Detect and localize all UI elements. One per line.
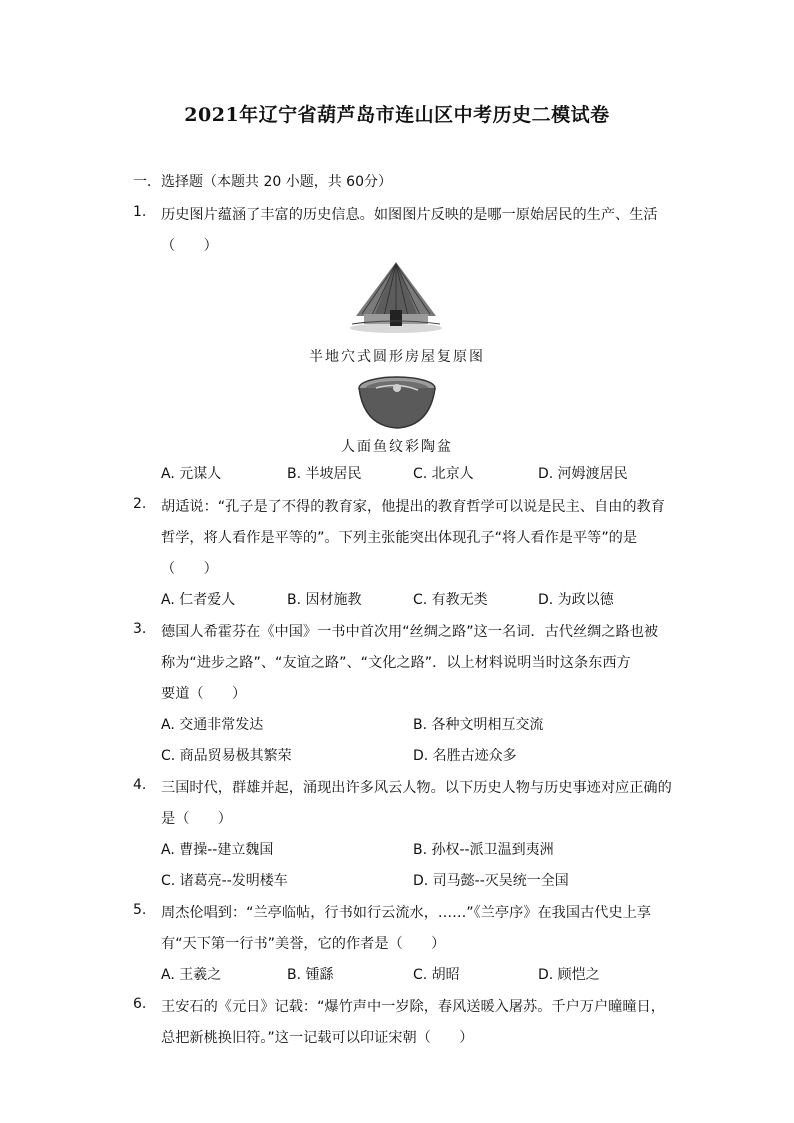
figure-caption: 半地穴式圆形房屋复原图: [309, 349, 485, 365]
option-d[interactable]: D. 名胜古迹众多: [413, 748, 517, 764]
question-number: 4.: [133, 777, 147, 793]
question-text: 三国时代，群雄并起，涌现出许多风云人物。以下历史人物与历史事迹对应正确的: [161, 780, 672, 796]
option-a[interactable]: A. 交通非常发达: [161, 717, 264, 733]
question-text: 哲学，将人看作是平等的”。下列主张能突出体现孔子“将人看作是平等”的是: [161, 530, 638, 546]
question-text: 历史图片蕴涵了丰富的历史信息。如图图片反映的是哪一原始居民的生产、生活: [161, 207, 658, 223]
question-number: 1.: [133, 204, 147, 220]
question-text: 王安石的《元日》记载：“爆竹声中一岁除，春风送暖入屠苏。千户万户曈曈日，: [161, 999, 665, 1015]
figure-caption: 人面鱼纹彩陶盆: [341, 439, 453, 455]
option-a[interactable]: A. 元谋人: [161, 466, 222, 482]
option-b[interactable]: B. 各种文明相互交流: [413, 717, 544, 733]
question-text: 德国人希霍芬在《中国》一书中首次用“丝绸之路”这一名词．古代丝绸之路也被: [161, 624, 659, 640]
option-c[interactable]: C. 胡昭: [413, 967, 460, 983]
question-text: 要道（ ）: [161, 686, 247, 702]
question-text: 周杰伦唱到：“兰亭临帖，行书如行云流水，……”《兰亭序》在我国古代史上享: [161, 905, 651, 921]
question-text: 有“天下第一行书”美誉，它的作者是（ ）: [161, 936, 446, 952]
basin-illustration: [356, 374, 438, 432]
option-b[interactable]: B. 孙权--派卫温到夷洲: [413, 842, 554, 858]
option-a[interactable]: A. 王羲之: [161, 967, 222, 983]
question-number: 6.: [133, 996, 147, 1012]
question-text: 是（ ）: [161, 811, 232, 827]
question-number: 5.: [133, 902, 147, 918]
option-b[interactable]: B. 因材施教: [287, 592, 362, 608]
hut-illustration: [348, 258, 444, 334]
option-b[interactable]: B. 半坡居民: [287, 466, 362, 482]
question-number: 2.: [133, 496, 147, 512]
option-c[interactable]: C. 北京人: [413, 466, 474, 482]
option-d[interactable]: D. 司马懿--灭吴统一全国: [413, 873, 569, 889]
option-a[interactable]: A. 仁者爱人: [161, 592, 236, 608]
option-d[interactable]: D. 顾恺之: [538, 967, 600, 983]
question-number: 3.: [133, 621, 147, 637]
answer-blank: （ ）: [161, 561, 218, 577]
question-text: 总把新桃换旧符。”这一记载可以印证宋朝（ ）: [161, 1030, 474, 1046]
option-d[interactable]: D. 为政以德: [538, 592, 614, 608]
option-c[interactable]: C. 有教无类: [413, 592, 488, 608]
option-a[interactable]: A. 曹操--建立魏国: [161, 842, 274, 858]
option-c[interactable]: C. 商品贸易极其繁荣: [161, 748, 292, 764]
option-b[interactable]: B. 锺繇: [287, 967, 334, 983]
page-title: 2021年辽宁省葫芦岛市连山区中考历史二模试卷: [184, 104, 610, 126]
question-text: 胡适说：“孔子是了不得的教育家，他提出的教育哲学可以说是民主、自由的教育: [161, 499, 665, 515]
option-c[interactable]: C. 诸葛亮--发明楼车: [161, 873, 288, 889]
answer-blank: （ ）: [161, 238, 218, 254]
option-d[interactable]: D. 河姆渡居民: [538, 466, 628, 482]
question-text: 称为“进步之路”、“友谊之路”、“文化之路”．以上材料说明当时这条东西方: [161, 655, 631, 671]
section-heading: 一．选择题（本题共 20 小题，共 60分）: [133, 174, 392, 190]
